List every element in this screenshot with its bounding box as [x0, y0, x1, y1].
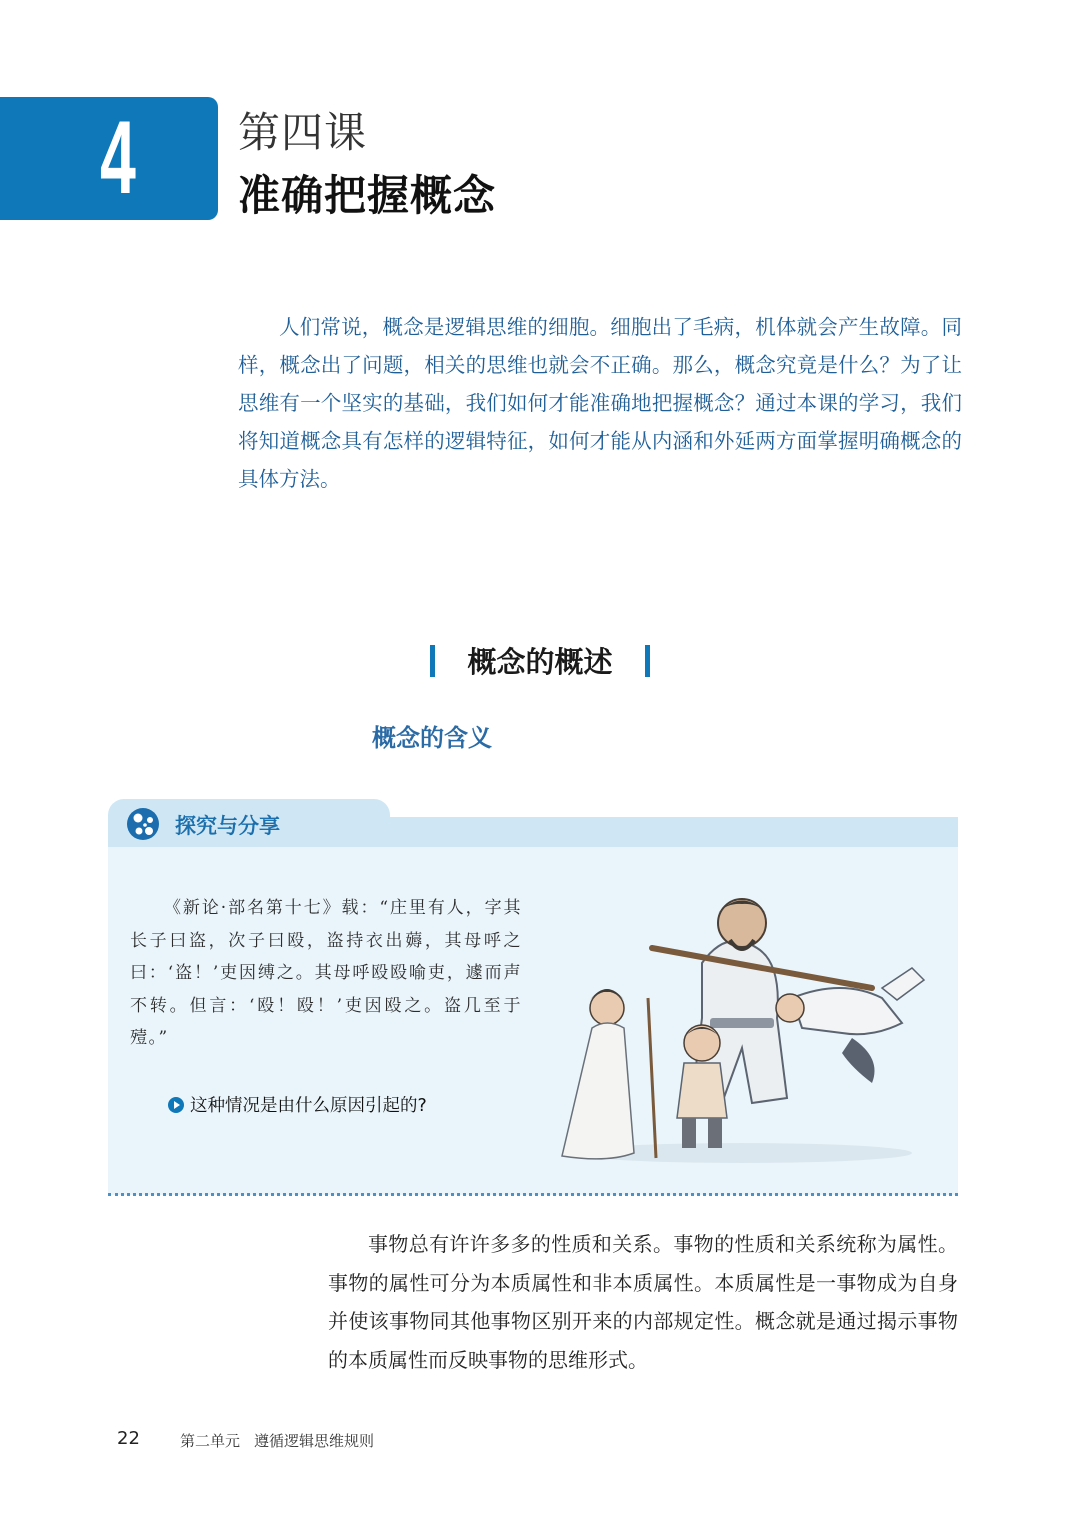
page-number: 22 [117, 1428, 140, 1449]
lesson-number: 4 [100, 100, 136, 216]
classical-quote: 《新论·部名第十七》载：“庄里有人，字其长子曰盗，次子曰殴，盗持衣出薅，其母呼之曰：‘盗！’吏因缚之。其母呼殴殴喻吏，遽而声不转。但言：‘殴！殴！’吏因殴之。盗几至于殪。” [130, 898, 522, 1048]
footer-unit-label: 第二单元 [180, 1432, 241, 1450]
question-line [168, 1092, 427, 1117]
explore-title: 探究与分享 [175, 814, 280, 838]
heading-bar-right [645, 645, 650, 677]
lesson-title: 准确把握概念 [238, 171, 497, 220]
story-illustration [552, 868, 932, 1168]
section-heading [0, 640, 1080, 681]
lesson-label: 第四课 [238, 108, 368, 157]
question-text: 这种情况是由什么原因引起的? [190, 1096, 427, 1116]
dotted-divider [108, 1193, 958, 1196]
heading-bar-left [430, 645, 435, 677]
body-paragraph: 事物总有许许多多的性质和关系。事物的性质和关系统称为属性。事物的属性可分为本质属性和非本质属性。本质属性是一事物成为自身并使该事物同其他事物区别开来的内部规定性。概念就是通过揭示事物的本质属性而反映事物的思维形式。 [328, 1232, 958, 1372]
mother-figure [562, 989, 656, 1159]
footer-unit [180, 1430, 374, 1451]
explore-share-icon [125, 806, 161, 842]
subheading: 概念的含义 [372, 723, 492, 752]
section-heading-text: 概念的概述 [467, 645, 613, 679]
play-arrow-icon [168, 1097, 184, 1113]
intro-paragraph: 人们常说，概念是逻辑思维的细胞。细胞出了毛病，机体就会产生故障。同样，概念出了问题，相关的思维也就会不正确。那么，概念究竟是什么？为了让思维有一个坚实的基础，我们如何才能准确地把握概念？通过本课的学习，我们将知道概念具有怎样的逻辑特征，如何才能从内涵和外延两方面掌握明确概念的具体方法。 [238, 315, 962, 491]
younger-child-figure [677, 1025, 727, 1148]
footer-unit-title: 遵循逻辑思维规则 [254, 1432, 375, 1450]
lesson-number-block [0, 97, 218, 220]
